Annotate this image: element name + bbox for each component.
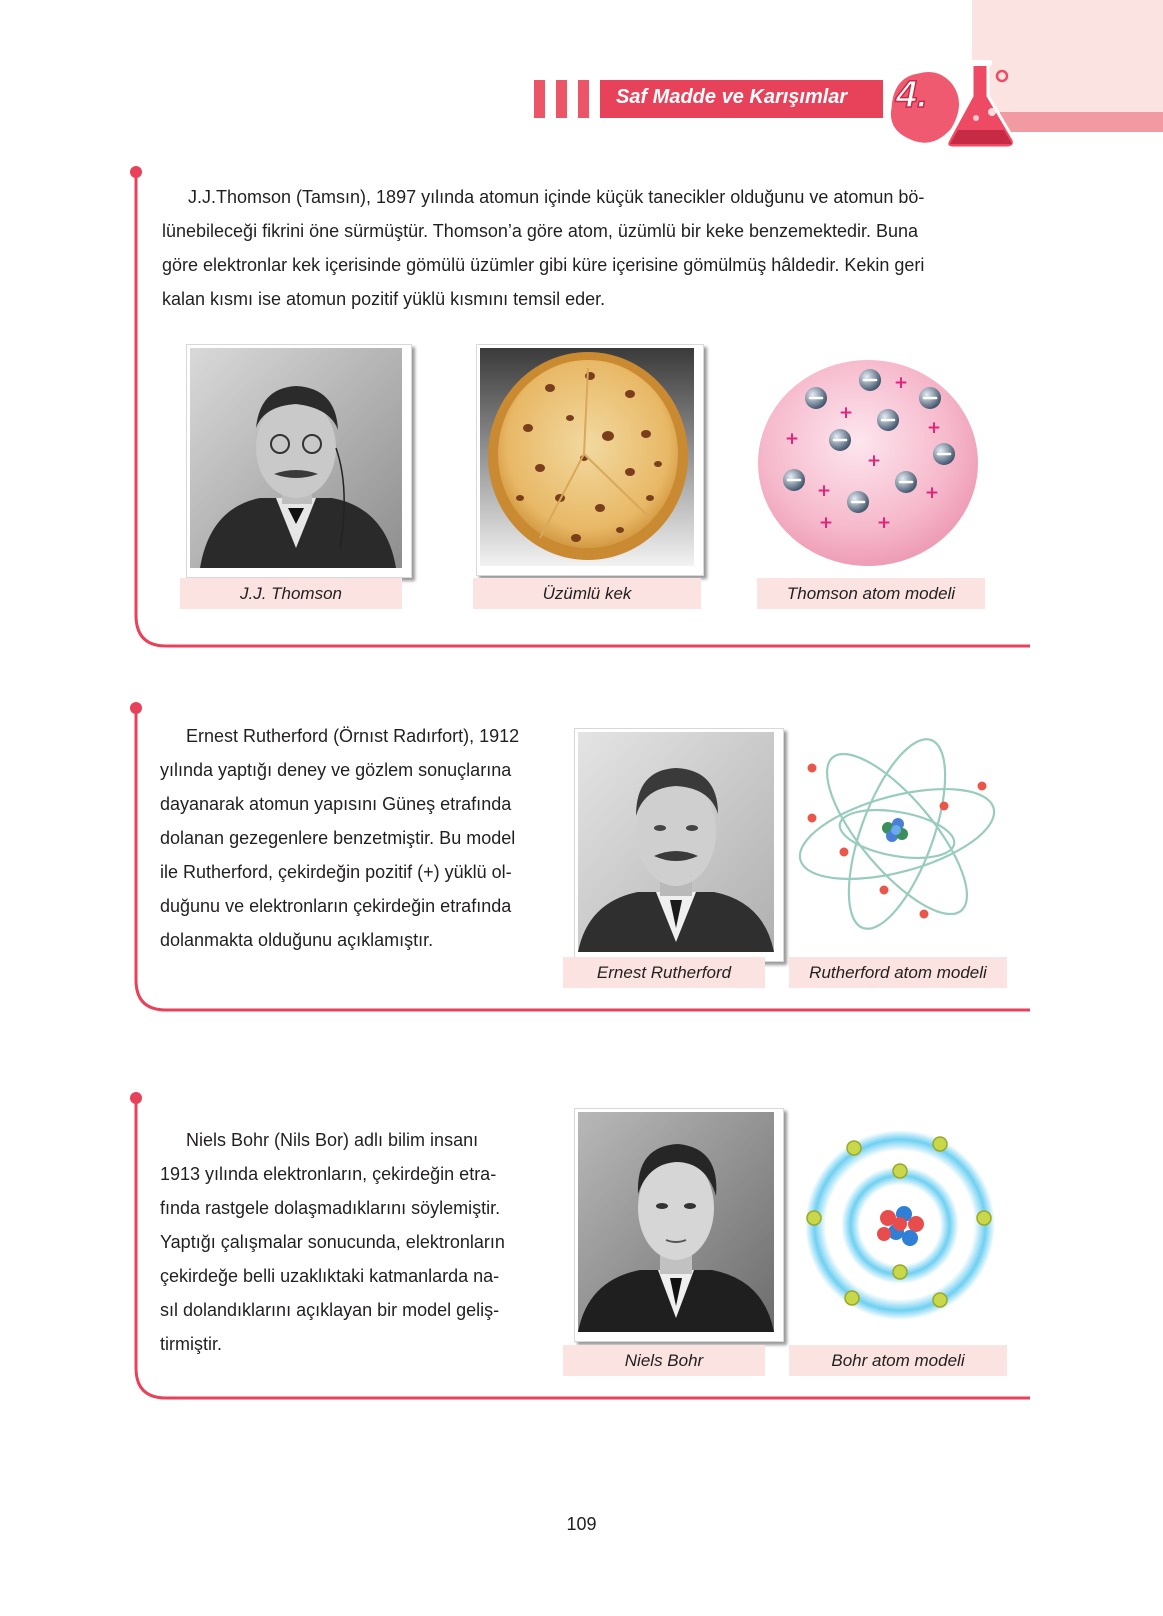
svg-text:+: + — [893, 373, 909, 393]
thomson-atom-model — [756, 358, 980, 568]
bohr-line-6: sıl dolandıklarını açıklayan bir model geliş- — [160, 1300, 500, 1320]
svg-text:+: + — [876, 513, 892, 533]
bohr-portrait — [574, 1108, 784, 1342]
chapter-badge — [880, 56, 1030, 152]
thomson-line-4: kalan kısmı ise atomun pozitif yüklü kısmını temsil eder. — [162, 289, 606, 309]
svg-text:+: + — [838, 403, 854, 423]
page-number: 109 — [566, 1514, 597, 1534]
rutherford-line-7: dolanmakta olduğunu açıklamıştır. — [160, 930, 434, 950]
svg-text:+: + — [866, 451, 882, 471]
caption-thomson-atom-model: Thomson atom modeli — [757, 578, 985, 609]
thomson-line-3: göre elektronlar kek içerisinde gömülü üzümler gibi küre içerisine gömülmüş hâldedir. Kekin geri — [162, 255, 925, 275]
caption-bohr-atom-model: Bohr atom modeli — [789, 1345, 1007, 1376]
rutherford-atom-model — [792, 724, 1002, 948]
caption-rutherford-atom-model: Rutherford atom modeli — [789, 957, 1007, 988]
svg-text:+: + — [924, 483, 940, 503]
caption-ernest-rutherford: Ernest Rutherford — [563, 957, 765, 988]
rutherford-line-6: duğunu ve elektronların çekirdeğin etrafında — [160, 896, 512, 916]
svg-text:+: + — [926, 418, 942, 438]
rutherford-line-4: dolanan gezegenlere benzetmiştir. Bu model — [160, 828, 516, 848]
header-stripe-2 — [556, 80, 567, 118]
caption-raisin-cake: Üzümlü kek — [473, 578, 701, 609]
svg-text:+: + — [818, 513, 834, 533]
chapter-number: 4. — [896, 74, 928, 116]
bohr-paragraph — [160, 1123, 542, 1361]
chapter-title: Saf Madde ve Karışımlar — [616, 86, 848, 108]
rutherford-portrait — [574, 728, 784, 962]
bohr-line-4: Yaptığı çalışmalar sonucunda, elektronların — [160, 1232, 505, 1252]
bohr-line-3: fında rastgele dolaşmadıklarını söylemiştir. — [160, 1198, 501, 1218]
bohr-line-2: 1913 yılında elektronların, çekirdeğin etra- — [160, 1164, 497, 1184]
thomson-paragraph — [162, 180, 1020, 316]
header-stripe-3 — [578, 80, 589, 118]
caption-jj-thomson: J.J. Thomson — [180, 578, 402, 609]
bohr-line-5: çekirdeğe belli uzaklıktaki katmanlarda na- — [160, 1266, 500, 1286]
rutherford-line-5: ile Rutherford, çekirdeğin pozitif (+) yüklü ol- — [160, 862, 512, 882]
bohr-atom-model — [800, 1130, 1000, 1320]
bohr-line-1: Niels Bohr (Nils Bor) adlı bilim insanı — [186, 1130, 479, 1150]
bohr-line-7: tirmiştir. — [160, 1334, 222, 1354]
thomson-line-2: lünebileceği fikrini öne sürmüştür. Thomson’a göre atom, üzümlü bir keke benzemektedir. Buna — [162, 221, 919, 241]
svg-text:+: + — [816, 481, 832, 501]
rutherford-paragraph — [160, 719, 542, 957]
caption-niels-bohr: Niels Bohr — [563, 1345, 765, 1376]
rutherford-line-3: dayanarak atomun yapısını Güneş etrafında — [160, 794, 512, 814]
rutherford-line-2: yılında yaptığı deney ve gözlem sonuçlarına — [160, 760, 512, 780]
header-stripe-1 — [534, 80, 545, 118]
rutherford-line-1: Ernest Rutherford (Örnıst Radırfort), 1912 — [186, 726, 520, 746]
thomson-portrait — [186, 344, 412, 578]
raisin-cake-image — [476, 344, 704, 576]
svg-text:+: + — [784, 429, 800, 449]
thomson-line-1: J.J.Thomson (Tamsın), 1897 yılında atomun içinde küçük tanecikler olduğunu ve atomun bö- — [188, 187, 925, 207]
